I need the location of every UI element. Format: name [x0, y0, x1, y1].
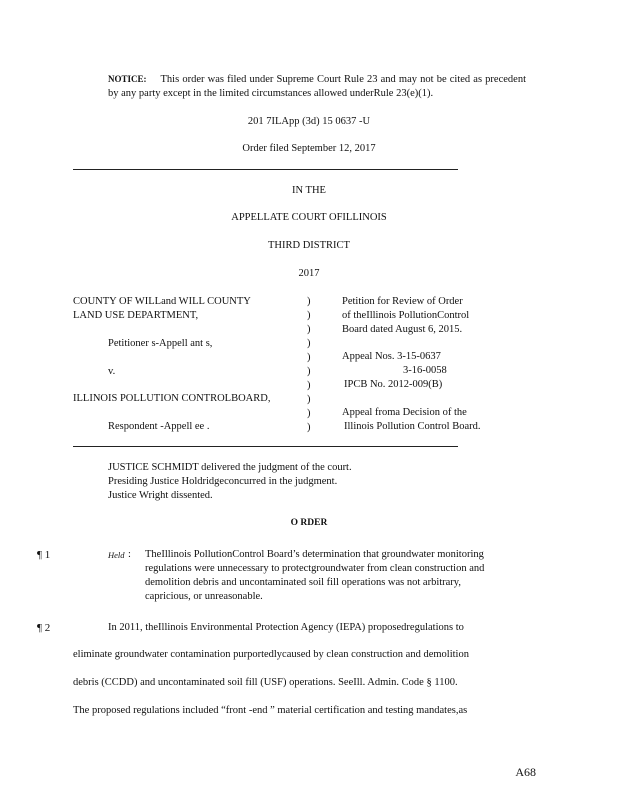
party1-line1: COUNTY OF WILLand WILL COUNTY — [73, 296, 251, 307]
citation: 201 7ILApp (3d) 15 0637 -U — [247, 116, 371, 127]
district: THIRD DISTRICT — [268, 240, 350, 251]
para-2-line3: debris (CCDD) and uncontaminated soil fill (USF) operations. SeeIll. Admin. Code § 1100. — [73, 677, 458, 688]
caption-divider — [73, 446, 458, 447]
court-line-1: IN THE — [292, 185, 326, 196]
page-number: A68 — [515, 765, 536, 779]
party2-role: Respondent -Appell ee . — [108, 421, 210, 432]
para-1-mark: ¶ 1 — [37, 549, 51, 561]
petition-line1: Petition for Review of Order — [342, 296, 463, 307]
justice-line3: Justice Wright dissented. — [108, 490, 213, 501]
party1-role: Petitioner s-Appell ant s, — [108, 338, 213, 349]
court-year: 2017 — [298, 268, 320, 279]
ipcb-number: IPCB No. 2012-009(B) — [344, 379, 443, 390]
justice-line2: Presiding Justice Holdridgeconcurred in the judgment. — [108, 476, 338, 487]
para-2-line4: The proposed regulations included “front -end ” material certification and testing mandates,as — [73, 705, 468, 716]
notice-text: This order was filed under Supreme Court Rule 23 and may not be cited as precedent by any party except in the limited circumstances allowed underRule 23(e)(1). — [108, 74, 526, 99]
top-divider — [73, 169, 458, 170]
para-1-line2: regulations were unnecessary to protectgroundwater from clean construction and — [145, 563, 485, 574]
para-1-line4: capricious, or unreasonable. — [145, 591, 263, 602]
notice-block — [108, 72, 526, 101]
filed-date: Order filed September 12, 2017 — [242, 143, 376, 154]
caption-parens: ) ) ) ) ) ) ) ) ) ) — [307, 296, 311, 433]
held-label: Held — [108, 550, 125, 560]
order-heading: O RDER — [290, 518, 328, 528]
notice-label: NOTICE: — [108, 74, 147, 84]
para-1-line3: demolition debris and uncontaminated soil fill operations was not arbitrary, — [145, 577, 461, 588]
decision-line1: Appeal froma Decision of the — [342, 407, 467, 418]
party2: ILLINOIS POLLUTION CONTROLBOARD, — [73, 393, 271, 404]
held-colon: : — [128, 549, 131, 560]
petition-line3: Board dated August 6, 2015. — [342, 324, 463, 335]
appeal-numbers: Appeal Nos. 3-15-0637 — [342, 351, 441, 362]
para-2-line1: In 2011, theIllinois Environmental Protection Agency (IEPA) proposedregulations to — [108, 622, 464, 633]
petition-line2: of theIllinois PollutionControl — [342, 310, 470, 321]
para-1-line1: TheIllinois PollutionControl Board’s determination that groundwater monitoring — [145, 549, 484, 560]
court-name: APPELLATE COURT OFILLINOIS — [231, 212, 387, 223]
para-2-mark: ¶ 2 — [37, 622, 51, 634]
decision-line2: Illinois Pollution Control Board. — [344, 421, 481, 432]
justice-line1: JUSTICE SCHMIDT delivered the judgment of the court. — [108, 462, 352, 473]
para-2-line2: eliminate groundwater contamination purportedlycaused by clean construction and demolition — [73, 649, 469, 660]
appeal-number-2: 3-16-0058 — [403, 365, 447, 376]
versus: v. — [108, 366, 116, 377]
party1-line2: LAND USE DEPARTMENT, — [73, 310, 199, 321]
